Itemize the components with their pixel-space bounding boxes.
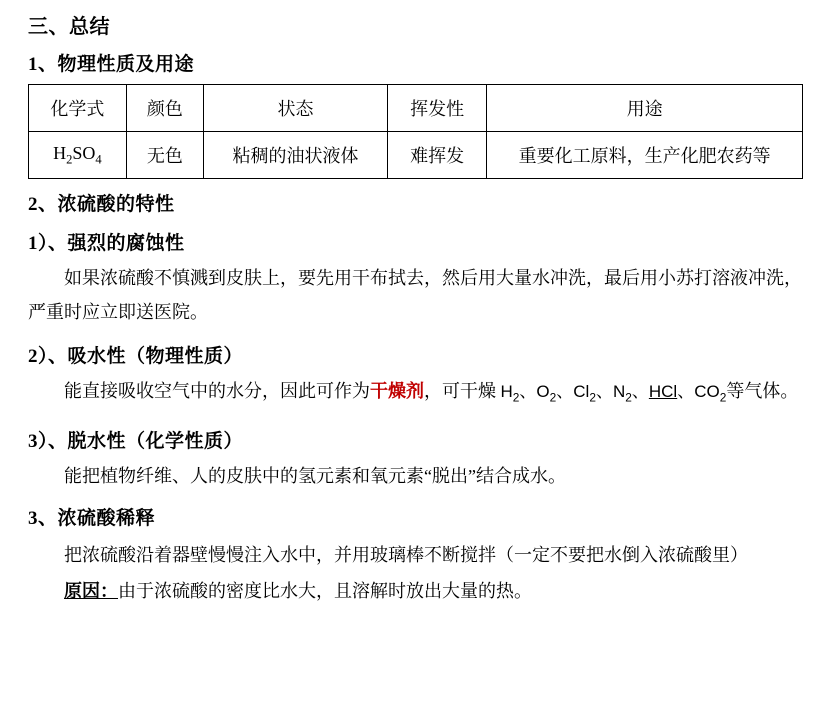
formula-h: H: [53, 142, 67, 163]
gas-o2: $O_2$: [536, 382, 557, 405]
table-header-cell: 状态: [203, 85, 387, 132]
item-3-heading: 3）、脱水性（化学性质）: [28, 431, 244, 453]
table-cell-volatility: 难挥发: [388, 132, 487, 179]
item-2-heading: 2）、吸水性（物理性质）: [28, 346, 244, 367]
table-header-cell: 化学式: [29, 85, 127, 132]
formula-so: SO: [72, 142, 96, 163]
properties-table: [28, 84, 803, 179]
subsection-3-paragraph: 把浓硫酸沿着器壁慢慢注入水中，并用玻璃棒不断搅拌（一定不要把水倒入浓硫酸里）: [64, 545, 748, 566]
table-header-cell: 用途: [487, 85, 803, 132]
subsection-1-heading: 1、物理性质及用途: [28, 54, 195, 75]
gas-h2: $H_2$: [500, 382, 520, 405]
item-2-text-after: ，可干燥: [424, 381, 501, 401]
formula-sub-4: 4: [95, 152, 102, 167]
item-2-paragraph: [28, 374, 803, 414]
table-header-cell: 颜色: [126, 85, 203, 132]
item-2-text-end: 等气体。: [726, 381, 799, 401]
item-2-highlight: 干燥剂: [370, 381, 424, 401]
table-cell-formula: [29, 132, 127, 179]
gas-hcl: HCl: [648, 382, 678, 401]
item-1-heading: 1）、强烈的腐蚀性: [28, 233, 185, 254]
gas-n2: $N_2$: [612, 382, 632, 405]
subsection-3-heading: 3、浓硫酸稀释: [28, 508, 156, 530]
table-cell-color: 无色: [126, 132, 203, 179]
formula-sub-2: 2: [66, 152, 73, 167]
table-header-cell: 挥发性: [388, 85, 487, 132]
table-row: [29, 132, 803, 179]
reason-paragraph: [28, 574, 803, 608]
table-header-row: [29, 85, 803, 132]
item-2-text-before: 能直接吸收空气中的水分，因此可作为: [64, 381, 370, 401]
gas-list: $H_2$、$O_2$、$Cl_2$、$N_2$、HCl、$CO_2$: [500, 382, 727, 405]
item-1-paragraph: 如果浓硫酸不慎溅到皮肤上，要先用干布拭去，然后用大量水冲洗，最后用小苏打溶液冲洗，严重时应立即送医院。: [28, 268, 802, 322]
gas-co2: $CO_2$: [694, 382, 727, 405]
reason-text: 由于浓硫酸的密度比水大，且溶解时放出大量的热。: [118, 581, 532, 602]
table-cell-use: 重要化工原料，生产化肥农药等: [487, 132, 803, 179]
item-3-paragraph: 能把植物纤维、人的皮肤中的氢元素和氧元素“脱出”结合成水。: [64, 466, 566, 487]
reason-label: 原因：: [64, 581, 118, 602]
section-heading: 三、总结: [28, 16, 110, 38]
table-cell-state: 粘稠的油状液体: [203, 132, 387, 179]
gas-cl2: $Cl_2$: [573, 382, 596, 405]
subsection-2-heading: 2、浓硫酸的特性: [28, 194, 175, 215]
